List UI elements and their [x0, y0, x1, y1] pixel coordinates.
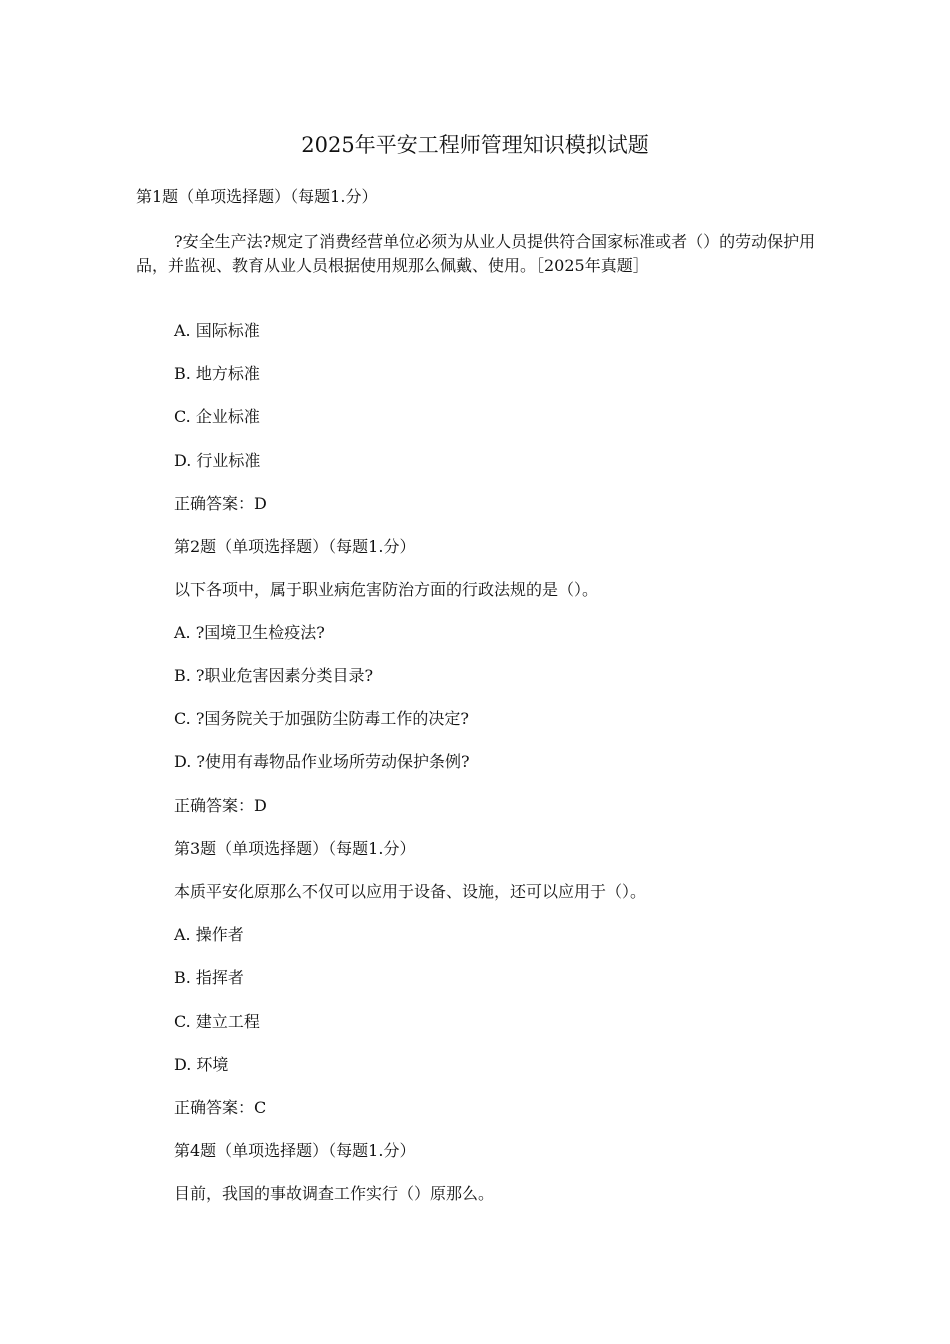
q1-stem: ?安全生产法?规定了消费经营单位必须为从业人员提供符合国家标准或者（）的劳动保护用品，并监视、教育从业人员根据使用规那么佩戴、使用。［2025年真题］	[136, 232, 816, 275]
q1-option-d: D. 行业标准	[174, 451, 261, 470]
q2-answer: 正确答案：D	[174, 796, 267, 815]
q2-option-c: C. ?国务院关于加强防尘防毒工作的决定?	[174, 709, 470, 728]
q1-answer: 正确答案：D	[174, 494, 267, 513]
q3-answer: 正确答案：C	[174, 1098, 267, 1117]
q3-header: 第3题（单项选择题）（每题1.分）	[174, 839, 416, 858]
q2-header: 第2题（单项选择题）（每题1.分）	[174, 537, 416, 556]
q3-option-a: A. 操作者	[174, 925, 244, 944]
q3-option-d: D. 环境	[174, 1055, 229, 1074]
q1-option-c: C. 企业标准	[174, 407, 260, 426]
q3-option-c: C. 建立工程	[174, 1012, 260, 1031]
q2-stem: 以下各项中，属于职业病危害防治方面的行政法规的是（）。	[174, 580, 599, 599]
q3-stem: 本质平安化原那么不仅可以应用于设备、设施，还可以应用于（）。	[174, 882, 647, 901]
q2-option-a: A. ?国境卫生检疫法?	[174, 623, 325, 642]
q1-header: 第1题（单项选择题）（每题1.分）	[136, 187, 378, 206]
q4-stem: 目前，我国的事故调查工作实行（）原那么。	[174, 1184, 495, 1203]
q2-option-b: B. ?职业危害因素分类目录?	[174, 666, 374, 685]
q2-option-d: D. ?使用有毒物品作业场所劳动保护条例?	[174, 752, 470, 771]
q3-option-b: B. 指挥者	[174, 968, 244, 987]
document-title: 2025年平安工程师管理知识模拟试题	[301, 133, 649, 157]
q1-option-a: A. 国际标准	[174, 321, 260, 340]
q4-header: 第4题（单项选择题）（每题1.分）	[174, 1141, 416, 1160]
q1-option-b: B. 地方标准	[174, 364, 260, 383]
